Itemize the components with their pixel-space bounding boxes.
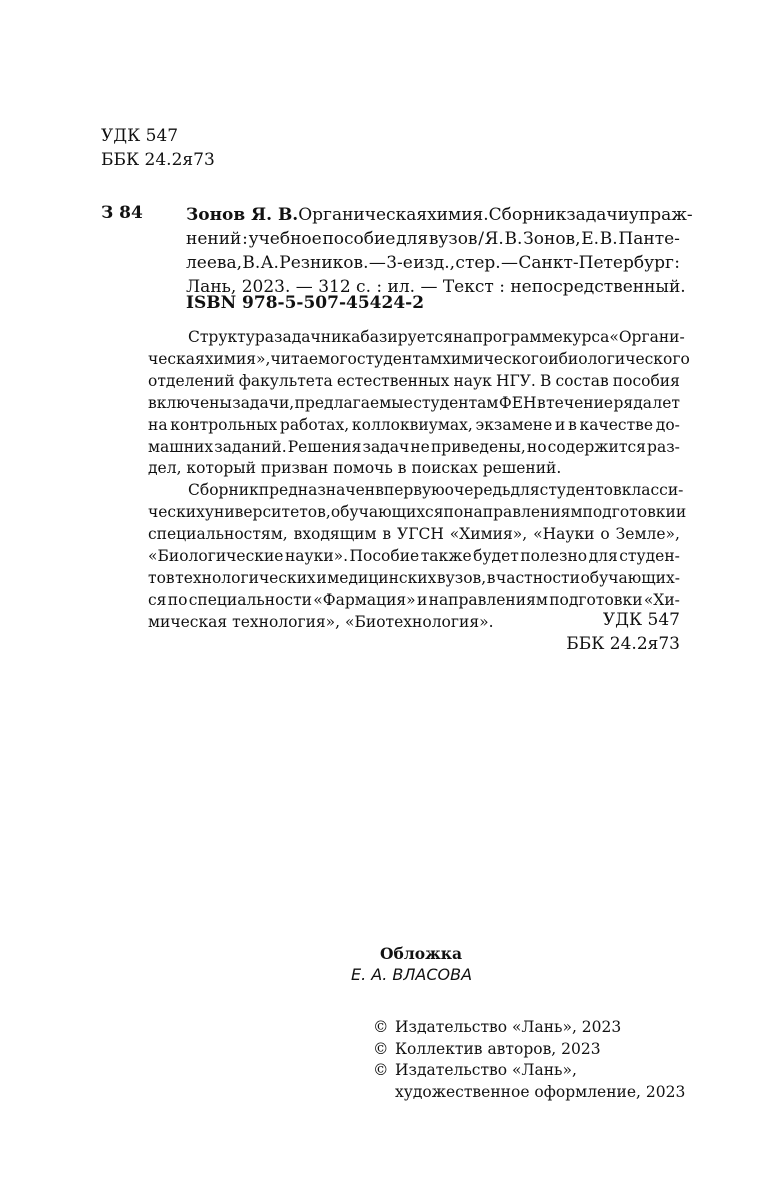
abstract-word: вузов, (436, 568, 487, 587)
abstract-word: контрольных (170, 415, 278, 434)
bib-word: изд., (413, 253, 456, 273)
copyright-symbol: © (373, 1039, 389, 1058)
abstract-word: качестве (579, 415, 654, 434)
abstract-word: читаемого (270, 349, 357, 368)
bib-word: пособие (322, 229, 396, 249)
abstract-word: и (548, 349, 559, 368)
abstract-word: очередь (444, 481, 511, 500)
copyright-text: Коллектив авторов, 2023 (395, 1039, 601, 1058)
abstract-word: направлениям (428, 590, 548, 609)
bib-word: стер. (455, 253, 501, 273)
bib-word: упраж- (628, 205, 693, 225)
abstract-word: Пособие (349, 547, 420, 566)
abstract-word: в (382, 525, 392, 544)
abstract-word: в (486, 568, 496, 587)
annotation (148, 327, 690, 634)
copyright-line (373, 1039, 685, 1061)
abstract-word: обучающих- (580, 568, 680, 587)
abstract-word: задачи, (232, 393, 295, 412)
abstract-word: для (588, 547, 618, 566)
abstract-word: ся (148, 590, 167, 609)
abstract-word: частности (495, 568, 580, 587)
bib-word: Резников. (279, 253, 369, 273)
abstract-word: ряда (613, 393, 652, 412)
abstract-word: полезно (520, 547, 588, 566)
bib-word: для (396, 229, 429, 249)
abstract-word: и (316, 568, 327, 587)
abstract-word: и (555, 415, 566, 434)
copyright-symbol (373, 1082, 395, 1104)
abstract-word: первую (383, 481, 445, 500)
abstract-word: «Фармация» (313, 590, 416, 609)
abstract-word: Структура (188, 328, 275, 346)
abstract-word: коллоквиумах, (351, 415, 473, 434)
bib-word: леева, (186, 253, 243, 273)
abstract-word: на (452, 328, 473, 346)
bib-line-1 (186, 203, 693, 227)
abstract-word: В (539, 371, 552, 390)
abstract-word: химического (442, 349, 549, 368)
abstract-line (148, 502, 687, 524)
abstract-line (148, 349, 690, 371)
bottom-bbk-code: ББК 24.2я73 (566, 634, 680, 654)
abstract-word: НГУ. (495, 371, 536, 390)
bib-word: : (674, 253, 680, 273)
bib-word: учебное (248, 229, 322, 249)
abstract-word: программе (472, 328, 563, 346)
abstract-word: естественных (336, 371, 450, 390)
copyright-line (373, 1060, 685, 1082)
abstract-word: Решения (287, 437, 362, 456)
abstract-word: «Науки (533, 525, 595, 544)
abstract-word: экзамене (475, 415, 553, 434)
abstract-word: включены (148, 393, 232, 412)
abstract-word: студентов (539, 481, 622, 500)
abstract-word: технологических (175, 568, 316, 587)
bib-word: Органическая (298, 205, 428, 225)
abstract-line (148, 437, 680, 459)
abstract-word: и (675, 503, 687, 522)
abstract-line (148, 327, 685, 349)
abstract-word: подготовки (582, 503, 676, 522)
abstract-word: «Хи- (643, 590, 680, 609)
abstract-line (148, 524, 680, 546)
abstract-word: отделений (148, 371, 235, 390)
abstract-word: направлениям (463, 503, 583, 522)
bib-word: Панте- (618, 229, 680, 249)
abstract-word: класси- (621, 481, 684, 500)
bib-word: нений (186, 229, 242, 249)
abstract-word: входящим (293, 525, 377, 544)
abstract-word: Земле», (615, 525, 680, 544)
abstract-word: обучающихся (330, 503, 444, 522)
copyright-text: Издательство «Лань», 2023 (395, 1018, 622, 1036)
abstract-word: о (600, 525, 610, 544)
abstract-word: факультета (238, 371, 333, 390)
abstract-line (148, 371, 680, 393)
abstract-word: «Химия», (449, 525, 528, 544)
abstract-word: дел, который призван помочь в поисках решений. (148, 459, 562, 478)
abstract-word: не (410, 437, 430, 456)
abstract-word: содержится (547, 437, 646, 456)
abstract-line (148, 546, 680, 568)
bib-word: : (242, 229, 248, 249)
top-udk-code: УДК 547 (101, 126, 179, 146)
abstract-word: по (443, 503, 464, 522)
abstract-word: лет (652, 393, 680, 412)
abstract-word: раз- (647, 437, 680, 456)
cover-designer: Е. А. ВЛАСОВА (351, 965, 473, 984)
abstract-line (148, 480, 684, 502)
abstract-word: студентам (413, 393, 499, 412)
copyright-block (373, 1017, 685, 1103)
bib-word: А. (260, 253, 279, 273)
bib-word: Я. (484, 229, 504, 249)
bib-word: химия. (427, 205, 489, 225)
bib-word: / (478, 229, 484, 249)
abstract-word: «Органи- (609, 328, 685, 346)
bib-word: Зонов, (523, 229, 581, 249)
bib-author: Зонов Я. В. (186, 205, 299, 225)
copyright-text: Издательство «Лань», (395, 1061, 577, 1079)
bib-word: вузов (428, 229, 478, 249)
abstract-word: для (510, 481, 540, 500)
top-classification (101, 124, 215, 172)
copyright-symbol: © (373, 1061, 389, 1079)
abstract-word: задач (362, 437, 410, 456)
abstract-word: университетов, (204, 503, 331, 522)
abstract-word: приведены, (430, 437, 526, 456)
abstract-word: задачника (274, 328, 361, 346)
abstract-word: наук (453, 371, 492, 390)
bib-word: Е. (581, 229, 600, 249)
bib-word: В. (504, 229, 523, 249)
bib-word: — (501, 253, 519, 273)
abstract-word: пособия (612, 371, 680, 390)
cover-label: Обложка (380, 944, 462, 963)
bib-word: и (617, 205, 629, 225)
bib-word: задач (566, 205, 618, 225)
abstract-word: заданий. (214, 437, 287, 456)
abstract-line (148, 568, 680, 590)
bib-word: 3-е (386, 253, 413, 273)
abstract-word: медицинских (327, 568, 437, 587)
abstract-word: предназначен (258, 481, 376, 500)
bib-word: В. (599, 229, 618, 249)
abstract-word: специальности (188, 590, 312, 609)
abstract-word: и (416, 590, 428, 609)
isbn: ISBN 978-5-507-45424-2 (186, 293, 425, 313)
bib-word: Лань, 2023. — 312 с. : ил. — Текст : непосредственный. (186, 277, 686, 297)
top-bbk-code: ББК 24.2я73 (101, 150, 215, 170)
abstract-word: науки». (284, 547, 349, 566)
copyright-line (373, 1082, 685, 1104)
abstract-word: предлагаемые (294, 393, 413, 412)
abstract-line (148, 415, 680, 437)
abstract-word: биологического (558, 349, 690, 368)
bottom-classification (566, 608, 680, 656)
abstract-word: будет (473, 547, 519, 566)
abstract-word: состав (555, 371, 609, 390)
abstract-word: базируется (360, 328, 453, 346)
abstract-word: «Биологические (148, 547, 284, 566)
bottom-udk-code: УДК 547 (602, 610, 680, 630)
abstract-word: курса (562, 328, 610, 346)
copyright-symbol: © (373, 1018, 389, 1036)
bib-word: — (368, 253, 386, 273)
bib-word: Санкт-Петербург (518, 253, 674, 273)
abstract-word: Сборник (188, 481, 259, 500)
abstract-word: на (148, 415, 168, 434)
bib-word: В. (242, 253, 261, 273)
abstract-word: но (526, 437, 547, 456)
author-code: З 84 (101, 203, 143, 223)
abstract-word: мическая технология», «Биотехнология». (148, 612, 494, 631)
abstract-line (148, 393, 680, 415)
abstract-word: в (375, 481, 384, 500)
copyright-line (373, 1017, 685, 1039)
bib-word: Сборник (488, 205, 567, 225)
abstract-line (148, 458, 680, 480)
abstract-word: УГСН (397, 525, 444, 544)
abstract-word: машних (148, 437, 214, 456)
abstract-word: подготовки (549, 590, 643, 609)
bib-line-3 (186, 251, 680, 275)
abstract-word: ческих (148, 503, 205, 522)
bibliographic-description (186, 203, 693, 299)
abstract-word: студентам (356, 349, 443, 368)
abstract-word: ческая (148, 349, 205, 368)
abstract-word: работах, (279, 415, 350, 434)
abstract-word: студен- (619, 547, 680, 566)
abstract-word: ФЕН (498, 393, 537, 412)
abstract-word: до- (655, 415, 680, 434)
abstract-word: химия», (204, 349, 271, 368)
abstract-word: в (568, 415, 577, 434)
abstract-word: тов (148, 568, 175, 587)
abstract-word: также (420, 547, 472, 566)
abstract-word: течение (546, 393, 614, 412)
bib-line-2 (186, 227, 680, 251)
copyright-text: художественное оформление, 2023 (395, 1082, 686, 1101)
abstract-word: по (167, 590, 188, 609)
abstract-word: специальностям, (148, 525, 288, 544)
abstract-word: в (536, 393, 546, 412)
